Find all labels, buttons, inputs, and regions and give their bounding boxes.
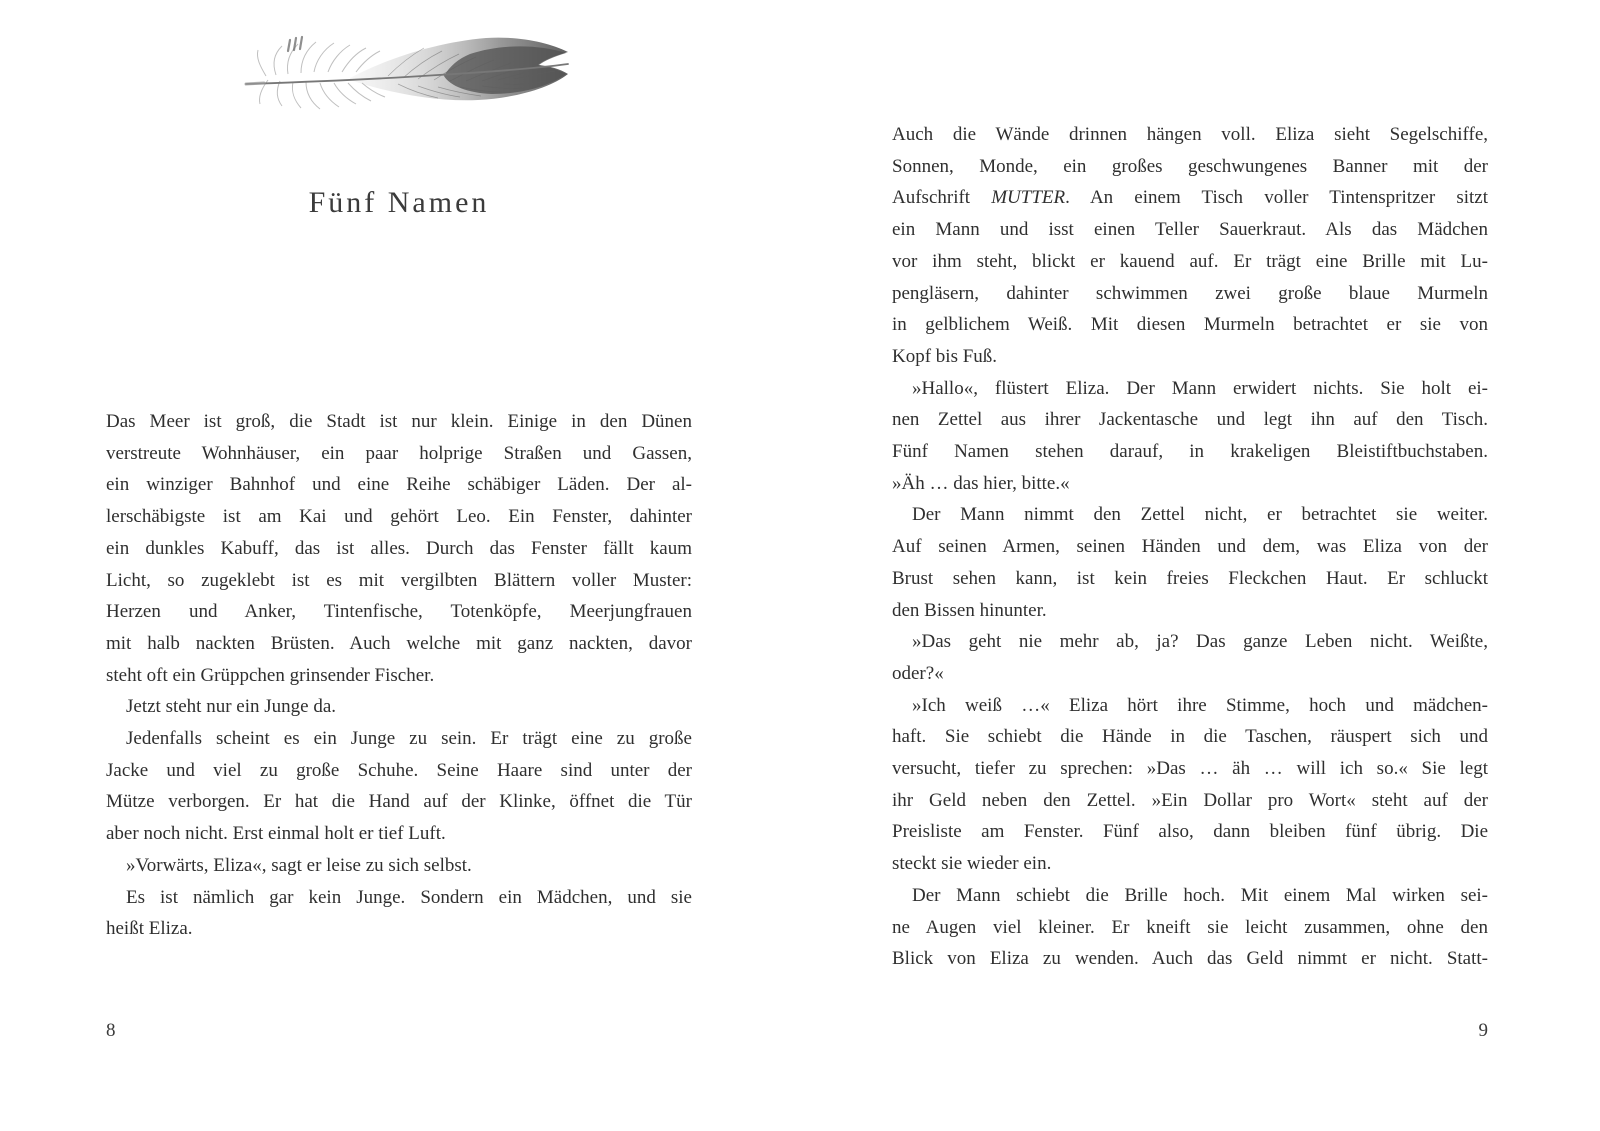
- text-line: lerschäbigste ist am Kai und gehört Leo. Ein Fenster, dahinter: [106, 506, 692, 528]
- text-line: Fünf Namen stehen darauf, in krakeligen Bleistiftbuchstaben.: [892, 441, 1488, 463]
- text-line: »Das geht nie mehr ab, ja? Das ganze Leben nicht. Weißte,: [912, 631, 1488, 653]
- page-number-left: 8: [106, 1020, 116, 1041]
- text-line: »Äh … das hier, bitte.«: [892, 472, 1070, 494]
- paragraph: [892, 880, 1488, 975]
- text-line: ne Augen viel kleiner. Er kneift sie leicht zusammen, ohne den: [892, 916, 1488, 938]
- text-line: Brust sehen kann, ist kein freies Fleckchen Haut. Er schluckt: [892, 567, 1488, 589]
- text-line: den Bissen hinunter.: [892, 599, 1047, 621]
- text-line: verstreute Wohnhäuser, ein paar holprige Straßen und Gassen,: [106, 442, 692, 464]
- feather-illustration: [238, 28, 570, 120]
- text-line: haft. Sie schiebt die Hände in die Taschen, räuspert sich und: [892, 726, 1488, 748]
- text-line: vor ihm steht, blickt er kauend auf. Er trägt eine Brille mit Lu-: [892, 250, 1488, 272]
- text-line: aber noch nicht. Erst einmal holt er tief Luft.: [106, 823, 446, 845]
- text-line: Herzen und Anker, Tintenfische, Totenköpfe, Meerjungfrauen: [106, 601, 692, 623]
- right-page-body: [892, 119, 1488, 975]
- text-line: Jedenfalls scheint es ein Junge zu sein. Er trägt eine zu große: [126, 728, 692, 750]
- text-line: Das Meer ist groß, die Stadt ist nur klein. Einige in den Dünen: [106, 411, 692, 432]
- text-line: Licht, so zugeklebt ist es mit vergilbten Blättern voller Muster:: [106, 569, 692, 591]
- paragraph: [106, 882, 692, 945]
- text-line: Aufschrift MUTTER. An einem Tisch voller Tintenspritzer sitzt: [892, 187, 1488, 209]
- left-page-body: [106, 406, 692, 945]
- paragraph: [892, 119, 1488, 373]
- text-line: Sonnen, Monde, ein großes geschwungenes Banner mit der: [892, 155, 1488, 177]
- paragraph: [892, 499, 1488, 626]
- text-line: Jetzt steht nur ein Junge da.: [126, 696, 337, 718]
- text-line: in gelblichem Weiß. Mit diesen Murmeln betrachtet er sie von: [892, 314, 1488, 336]
- text-line: steht oft ein Grüppchen grinsender Fischer.: [106, 664, 435, 686]
- text-line: Blick von Eliza zu wenden. Auch das Geld nimmt er nicht. Statt-: [892, 948, 1488, 970]
- text-line: versucht, tiefer zu sprechen: »Das … äh … will ich so.« Sie legt: [892, 758, 1488, 780]
- paragraph: [892, 690, 1488, 880]
- text-line: ein dunkles Kabuff, das ist alles. Durch das Fenster fällt kaum: [106, 537, 692, 559]
- page-number-right: 9: [1478, 1020, 1488, 1041]
- text-line: »Hallo«, flüstert Eliza. Der Mann erwidert nichts. Sie holt ei-: [912, 377, 1488, 399]
- text-line: Der Mann schiebt die Brille hoch. Mit einem Mal wirken sei-: [912, 884, 1488, 906]
- text-line: Auf seinen Armen, seinen Händen und dem, was Eliza von der: [892, 536, 1488, 558]
- text-line: nen Zettel aus ihrer Jackentasche und legt ihn auf den Tisch.: [892, 409, 1488, 431]
- text-line: »Ich weiß …« Eliza hört ihre Stimme, hoch und mädchen-: [912, 694, 1488, 716]
- paragraph: [106, 850, 692, 882]
- text-line: ein winziger Bahnhof und eine Reihe schäbiger Läden. Der al-: [106, 474, 692, 496]
- text-line: Mütze verborgen. Er hat die Hand auf der Klinke, öffnet die Tür: [106, 791, 692, 813]
- text-line: Der Mann nimmt den Zettel nicht, er betrachtet sie weiter.: [912, 504, 1488, 526]
- paragraph: [106, 406, 692, 691]
- text-line: ihr Geld neben den Zettel. »Ein Dollar pro Wort« steht auf der: [892, 789, 1488, 811]
- text-line: pengläsern, dahinter schwimmen zwei große blaue Murmeln: [892, 282, 1488, 304]
- paragraph: [892, 373, 1488, 500]
- text-line: Es ist nämlich gar kein Junge. Sondern ein Mädchen, und sie: [126, 886, 692, 908]
- text-line: Jacke und viel zu große Schuhe. Seine Haare sind unter der: [106, 759, 692, 781]
- text-line: heißt Eliza.: [106, 918, 193, 940]
- text-line: oder?«: [892, 662, 944, 684]
- text-line: Preisliste am Fenster. Fünf also, dann bleiben fünf übrig. Die: [892, 821, 1488, 843]
- text-line: »Vorwärts, Eliza«, sagt er leise zu sich selbst.: [126, 854, 472, 876]
- text-line: Kopf bis Fuß.: [892, 345, 998, 367]
- paragraph: [106, 723, 692, 850]
- paragraph: [106, 691, 692, 723]
- text-line: ein Mann und isst einen Teller Sauerkraut. Als das Mädchen: [892, 219, 1488, 241]
- text-line: mit halb nackten Brüsten. Auch welche mit ganz nackten, davor: [106, 632, 692, 654]
- paragraph: [892, 626, 1488, 689]
- text-line: Auch die Wände drinnen hängen voll. Eliza sieht Segelschiffe,: [892, 124, 1488, 145]
- text-line: steckt sie wieder ein.: [892, 853, 1052, 875]
- chapter-title: Fünf Namen: [308, 186, 490, 219]
